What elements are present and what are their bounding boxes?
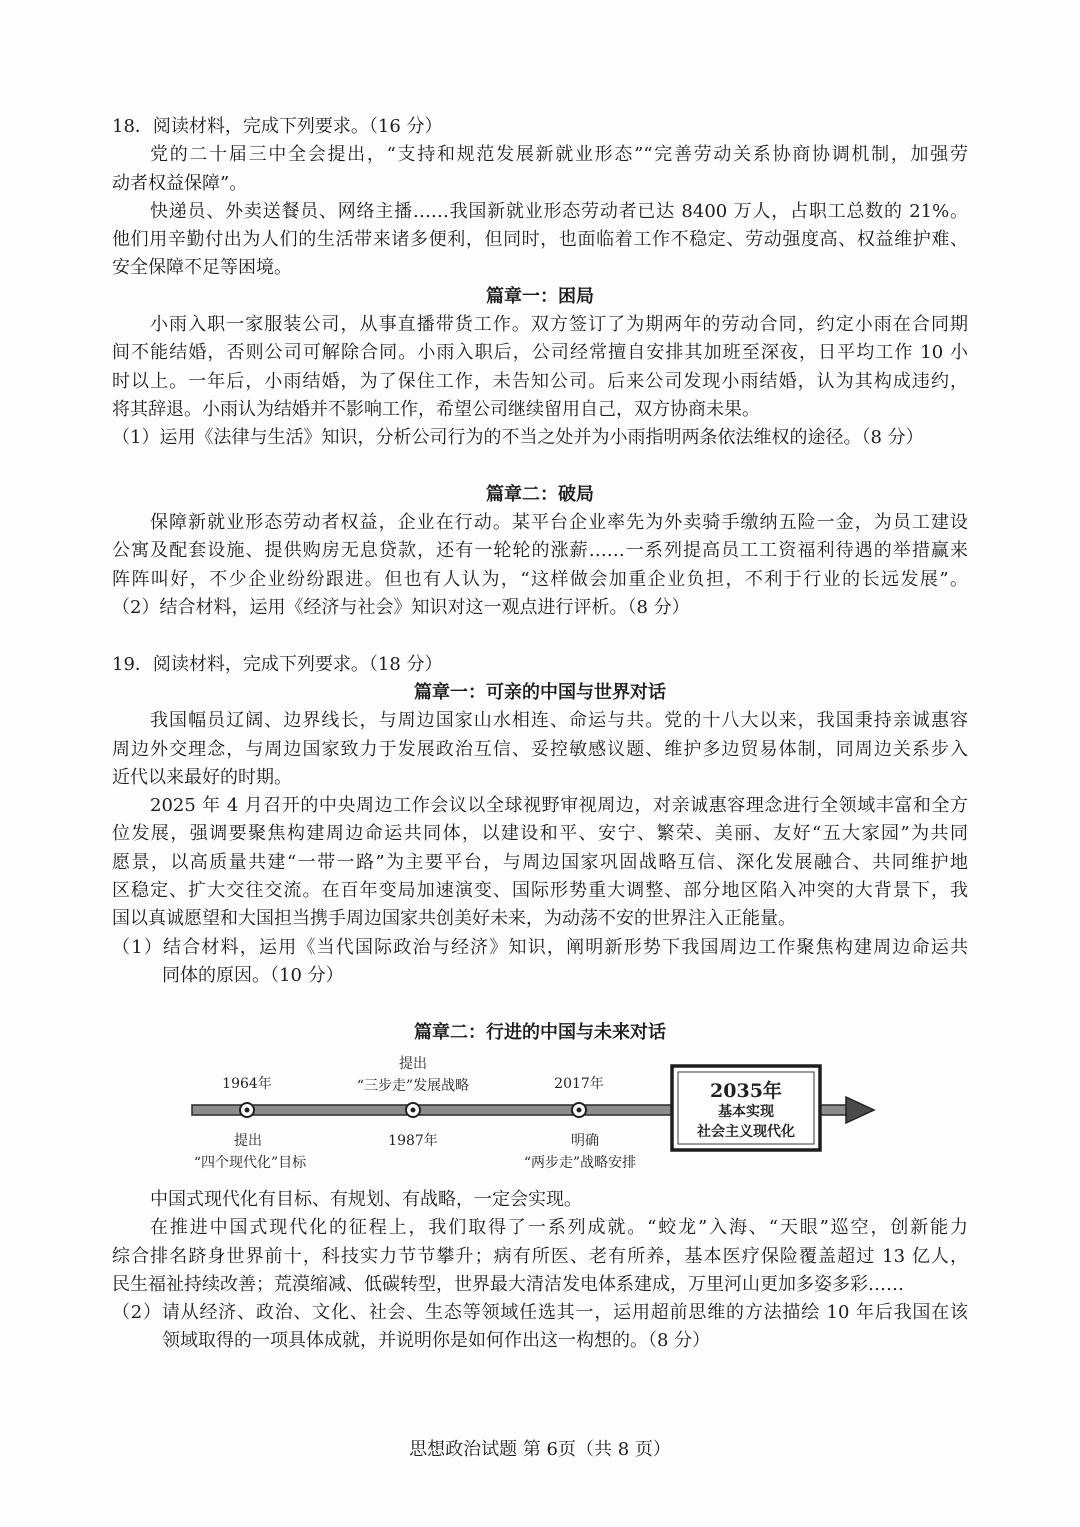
milestone-action: 提出 [234,1133,262,1149]
q18-chapter2-material-line: 阵阵叫好，不少企业纷纷跟进。但也有人认为，“这样做会加重企业负担，不利于行业的长远发展”。 [112,568,968,590]
q18-chapter2-heading: 篇章二：破局 [486,483,594,505]
q18-intro-line: 党的二十届三中全会提出，“支持和规范发展新就业形态”“完善劳动关系协商协调机制，加强劳 [150,144,968,166]
q19-chapter1-material2-line: 2025 年 4 月召开的中央周边工作会议以全球视野审视周边，对亲诚惠容理念进行全领域丰富和全方 [150,795,968,817]
milestone-action: 提出 [399,1056,427,1072]
q19-chapter1-material2-line: 区稳定、扩大交往交流。在百年变局加速演变、国际形势重大调整、部分地区陷入冲突的大背景下，我 [112,880,968,902]
milestone-dot-center [577,1108,582,1113]
q19-chapter1-material1-line: 周边外交理念，与周边国家致力于发展政治互信、妥控敏感议题、维护多边贸易体制，同周边关系步入 [112,738,968,760]
q19-chapter1-heading: 篇章一：可亲的中国与世界对话 [414,681,666,703]
timeline-milestone-1964 [194,1075,307,1171]
modernization-timeline-diagram [0,1040,1080,1180]
main-text-block [112,113,968,1047]
timeline-milestone-2017 [524,1075,636,1171]
q18-chapter1-material-line: 将其辞退。小雨认为结婚并不影响工作，希望公司继续留用自己，双方协商未果。 [112,398,760,420]
q19-chapter1-material2-line: 位发展，强调要聚焦构建周边命运共同体，以建设和平、安宁、繁荣、美丽、友好“五大家园”为共同 [112,823,968,845]
q18-title: 18．阅读材料，完成下列要求。（16 分） [112,116,443,137]
q19-question-2-line: （2）请从经济、政治、文化、社会、生态等领域任选其一，运用超前思维的方法描绘 10 年后我国在该 [112,1302,968,1324]
q19-title: 19．阅读材料，完成下列要求。（18 分） [112,653,443,675]
q19-chapter1-material2-line: 国以真诚愿望和大国担当携手周边国家共创美好未来，为动荡不安的世界注入正能量。 [112,908,796,930]
timeline-milestone-1987 [357,1055,469,1149]
goal-line-2: 社会主义现代化 [697,1124,795,1140]
goal-line-1: 基本实现 [718,1104,774,1120]
q18-question-1: （1）运用《法律与生活》知识，分析公司行为的不当之处并为小雨指明两条依法维权的途径。（8 分） [112,427,924,449]
q19-chapter2-material2-line: 在推进中国式现代化的征程上，我们取得了一系列成就。“蛟龙”入海、“天眼”巡空，创新能力 [150,1217,968,1239]
q19-chapter2-heading: 篇章二：行进的中国与未来对话 [414,1021,666,1043]
lower-text-block [112,1186,968,1356]
q18-chapter2-material-line: 公寓及配套设施、提供购房无息贷款，还有一轮轮的涨薪……一系列提高员工工资福利待遇的举措赢来 [112,540,968,562]
spacer [112,622,968,650]
q18-chapter2-material-line: 保障新就业形态劳动者权益，企业在行动。某平台企业率先为外卖骑手缴纳五险一金，为员工建设 [150,512,968,534]
milestone-content: “四个现代化”目标 [193,1155,307,1171]
q19-chapter1-material1-line: 近代以来最好的时期。 [112,766,292,788]
timeline-goal-box [672,1066,820,1150]
q19-chapter1-material2-line: 愿景，以高质量共建“一带一路”为主要平台，与周边国家巩固战略互信、深化发展融合、共同维护地 [112,851,968,873]
q19-question-2-line: 领域取得的一项具体成就，并说明你是如何作出这一构想的。（8 分） [162,1330,711,1352]
milestone-year: 1964年 [222,1076,272,1092]
q18-background-line: 快递员、外卖送餐员、网络主播……我国新就业形态劳动者已达 8400 万人，占职工总数的 21%。 [150,200,968,222]
q18-chapter1-heading: 篇章一：困局 [486,285,594,307]
milestone-dot-center [245,1108,250,1113]
q18-question-2: （2）结合材料，运用《经济与社会》知识对这一观点进行评析。（8 分） [112,597,690,619]
q19-chapter1-material1-line: 我国幅员辽阔、边界线长，与周边国家山水相连、命运与共。党的十八大以来，我国秉持亲诚惠容 [150,710,968,732]
spacer [112,453,968,481]
q19-question-1-line: 同体的原因。（10 分） [162,964,344,986]
q19-question-1-line: （1）结合材料，运用《当代国际政治与经济》知识，阐明新形势下我国周边工作聚焦构建周边命运共 [112,936,968,958]
q18-chapter1-material-line: 小雨入职一家服装公司，从事直播带货工作。双方签订了为期两年的劳动合同，约定小雨在合同期 [150,314,968,336]
spacer [112,990,968,1018]
q18-background-line: 安全保障不足等困境。 [112,257,292,279]
milestone-dot-center [411,1108,416,1113]
goal-year: 2035年 [710,1080,782,1102]
milestone-action: 明确 [571,1133,599,1149]
q18-background-line: 他们用辛勤付出为人们的生活带来诸多便利，但同时，也面临着工作不稳定、劳动强度高、权益维护难、 [112,229,968,251]
q19-chapter2-material2-line: 综合排名跻身世界前十，科技实力节节攀升；病有所医、老有所养，基本医疗保险覆盖超过 13 亿人， [112,1245,968,1267]
q19-chapter2-material1: 中国式现代化有目标、有规划、有战略，一定会实现。 [150,1189,582,1210]
q18-chapter1-material-line: 间不能结婚，否则公司可解除合同。小雨入职后，公司经常擅自安排其加班至深夜，日平均工作 10 小 [112,342,968,364]
milestone-content: “三步走”发展战略 [356,1078,470,1094]
q18-chapter1-material-line: 时以上。一年后，小雨结婚，为了保住工作，未告知公司。后来公司发现小雨结婚，认为其构成违约， [112,370,968,392]
milestone-content: “两步走”战略安排 [523,1155,637,1171]
page-footer: 思想政治试题 第 6页（共 8 页） [409,1439,671,1460]
milestone-year: 1987年 [388,1133,438,1149]
milestone-year: 2017年 [554,1076,604,1092]
q18-intro-line: 动者权益保障”。 [112,172,248,194]
timeline-arrow-icon [846,1097,874,1123]
q19-chapter2-material2-line: 民生福祉持续改善；荒漠缩减、低碳转型，世界最大清洁发电体系建成，万里河山更加多姿多彩…… [112,1273,904,1295]
